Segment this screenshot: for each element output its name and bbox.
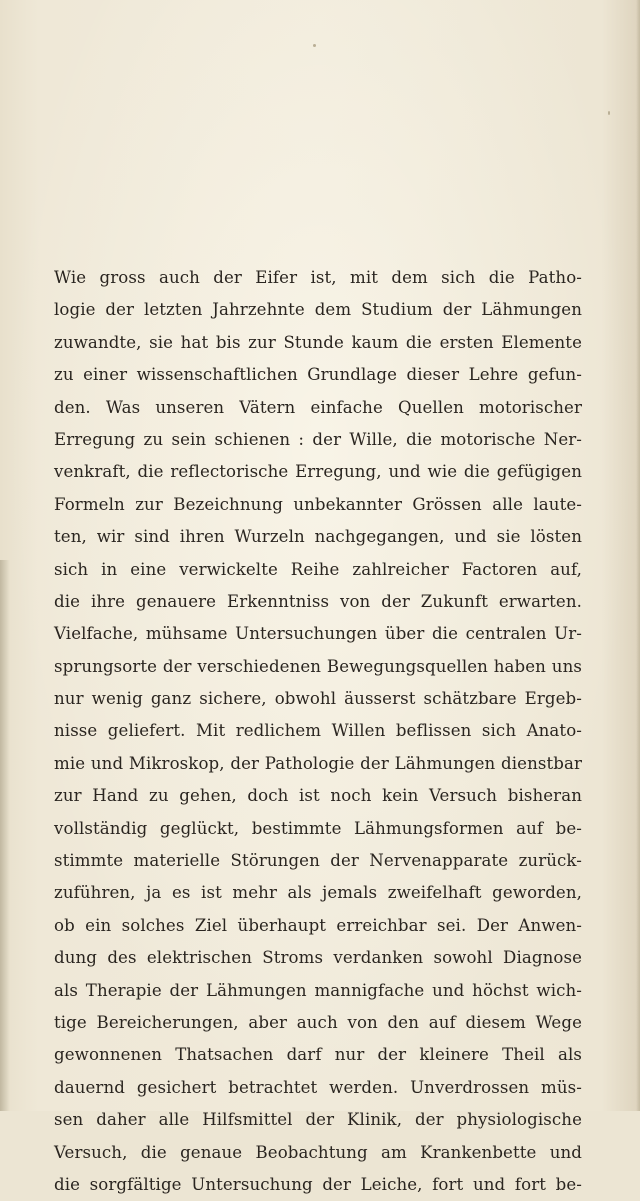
- text-line: Formeln zur Bezeichnung unbekannter Grössen alle laute-: [54, 494, 582, 514]
- text-line: gewonnenen Thatsachen darf nur der kleinere Theil als: [54, 1045, 582, 1065]
- text-line: nur wenig ganz sichere, obwohl äusserst schätzbare Ergeb-: [54, 689, 582, 709]
- text-line: zur Hand zu gehen, doch ist noch kein Versuch bisheran: [54, 786, 582, 806]
- binding-shadow: [0, 560, 10, 1111]
- text-line: die sorgfältige Untersuchung der Leiche, fort und fort be-: [54, 1174, 582, 1194]
- body-text: [54, 262, 582, 1201]
- page-edge: [636, 0, 640, 1111]
- text-line: zu einer wissenschaftlichen Grundlage dieser Lehre gefun-: [54, 365, 582, 385]
- text-line: sich in eine verwickelte Reihe zahlreicher Factoren auf,: [54, 559, 582, 579]
- text-line: zuwandte, sie hat bis zur Stunde kaum die ersten Elemente: [54, 332, 582, 352]
- text-line: vollständig geglückt, bestimmte Lähmungsformen auf be-: [54, 818, 582, 838]
- text-line: dauernd gesichert betrachtet werden. Unverdrossen müs-: [54, 1077, 582, 1097]
- text-line: venkraft, die reflectorische Erregung, und wie die gefügigen: [54, 462, 582, 482]
- text-line: logie der letzten Jahrzehnte dem Studium der Lähmungen: [54, 300, 582, 320]
- text-line: Vielfache, mühsame Untersuchungen über die centralen Ur-: [54, 624, 582, 644]
- text-line: ob ein solches Ziel überhaupt erreichbar sei. Der Anwen-: [54, 915, 582, 935]
- text-line: zuführen, ja es ist mehr als jemals zweifelhaft geworden,: [54, 883, 582, 903]
- text-line: stimmte materielle Störungen der Nervenapparate zurück-: [54, 851, 582, 871]
- paper-speck: [313, 44, 316, 47]
- text-line: mie und Mikroskop, der Pathologie der Lähmungen dienstbar: [54, 753, 582, 773]
- text-line: Versuch, die genaue Beobachtung am Krankenbette und: [54, 1142, 582, 1162]
- text-line: dung des elektrischen Stroms verdanken sowohl Diagnose: [54, 948, 582, 968]
- text-line: tige Bereicherungen, aber auch von den auf diesem Wege: [54, 1012, 582, 1032]
- paper-speck: [608, 111, 610, 115]
- text-line: die ihre genauere Erkenntniss von der Zukunft erwarten.: [54, 591, 582, 611]
- text-line: sprungsorte der verschiedenen Bewegungsquellen haben uns: [54, 656, 582, 676]
- text-line: sen daher alle Hilfsmittel der Klinik, der physiologische: [54, 1110, 582, 1130]
- text-line: nisse geliefert. Mit redlichem Willen beflissen sich Anato-: [54, 721, 582, 741]
- text-line: den. Was unseren Vätern einfache Quellen motorischer: [54, 397, 582, 417]
- text-line: Wie gross auch der Eifer ist, mit dem sich die Patho-: [54, 268, 582, 287]
- text-line: ten, wir sind ihren Wurzeln nachgegangen, und sie lösten: [54, 527, 582, 547]
- text-line: Erregung zu sein schienen : der Wille, die motorische Ner-: [54, 429, 582, 449]
- text-line: als Therapie der Lähmungen mannigfache und höchst wich-: [54, 980, 582, 1000]
